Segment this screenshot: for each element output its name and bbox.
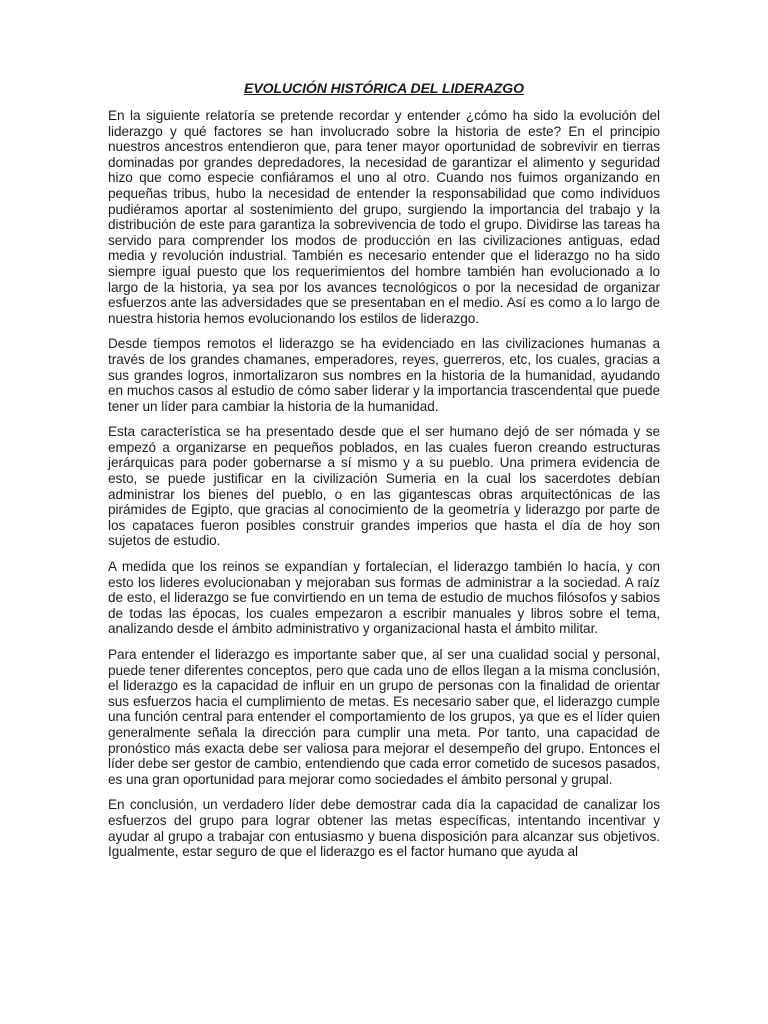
paragraph-hierarchies: Esta característica se ha presentado desde que el ser humano dejó de ser nómada y se empezó a organizarse en pequeños poblados, en las cuales fueron creando estructuras jerárquicas para poder gobernarse a sí mismo y a su pueblo. Una primera evidencia de esto, se puede justificar en la civilización Sumeria en la cual los sacerdotes debían administrar los bienes del pueblo, o en las gigantescas obras arquitectónicas de las pirámides de Egipto, que gracias al conocimiento de la geometría y liderazgo por parte de los capataces fueron posibles construir grandes imperios que hasta el día de hoy son sujetos de estudio. bbox=[108, 424, 660, 549]
paragraph-intro: En la siguiente relatoría se pretende recordar y entender ¿cómo ha sido la evolución del liderazgo y qué factores se han involucrado sobre la historia de este? En el principio nuestros ancestros entendieron que, para tener mayor oportunidad de sobrevivir en tierras dominadas por grandes depredadores, la necesidad de garantizar el alimento y seguridad hizo que como especie confiáramos el uno al otro. Cuando nos fuimos organizando en pequeñas tribus, hubo la necesidad de entender la responsabilidad que como individuos pudiéramos aportar al sostenimiento del grupo, surgiendo la importancia del trabajo y la distribución de este para garantiza la sobrevivencia de todo el grupo. Dividirse las tareas ha servido para comprender los modos de producción en las civilizaciones antiguas, edad media y revolución industrial. También es necesario entender que el liderazgo no ha sido siempre igual puesto que los requerimientos del hombre también han evolucionado a lo largo de la historia, ya sea por los avances tecnológicos o por la necesidad de organizar esfuerzos ante las adversidades que se presentaban en el medio. Así es como a lo largo de nuestra historia hemos evolucionando los estilos de liderazgo. bbox=[108, 108, 660, 326]
paragraph-kingdoms: A medida que los reinos se expandían y fortalecían, el liderazgo también lo hacía, y con esto los lideres evolucionaban y mejoraban sus formas de administrar a la sociedad. A raíz de esto, el liderazgo se fue convirtiendo en un tema de estudio de muchos filósofos y sabios de todas las épocas, los cuales empezaron a escribir manuales y libros sobre el tema, analizando desde el ámbito administrativo y organizacional hasta el ámbito militar. bbox=[108, 559, 660, 637]
paragraph-ancient-leaders: Desde tiempos remotos el liderazgo se ha evidenciado en las civilizaciones humanas a través de los grandes chamanes, emperadores, reyes, guerreros, etc, los cuales, gracias a sus grandes logros, inmortalizaron sus nombres en la historia de la humanidad, ayudando en muchos casos al estudio de cómo saber liderar y la importancia trascendental que puede tener un líder para cambiar la historia de la humanidad. bbox=[108, 336, 660, 414]
paragraph-definition: Para entender el liderazgo es importante saber que, al ser una cualidad social y personal, puede tener diferentes conceptos, pero que cada uno de ellos llegan a la misma conclusión, el liderazgo es la capacidad de influir en un grupo de personas con la finalidad de orientar sus esfuerzos hacia el cumplimiento de metas. Es necesario saber que, el liderazgo cumple una función central para entender el comportamiento de los grupos, ya que es el líder quien generalmente señala la dirección para cumplir una meta. Por tanto, una capacidad de pronóstico más exacta debe ser valiosa para mejorar el desempeño del grupo. Entonces el líder debe ser gestor de cambio, entendiendo que cada error cometido de sucesos pasados, es una gran oportunidad para mejorar como sociedades el ámbito personal y grupal. bbox=[108, 647, 660, 787]
document-body bbox=[108, 80, 660, 870]
document-title: EVOLUCIÓN HISTÓRICA DEL LIDERAZGO bbox=[244, 80, 524, 96]
paragraph-conclusion: En conclusión, un verdadero líder debe demostrar cada día la capacidad de canalizar los esfuerzos del grupo para lograr obtener las metas específicas, intentando incentivar y ayudar al grupo a trabajar con entusiasmo y buena disposición para alcanzar sus objetivos. Igualmente, estar seguro de que el liderazgo es el factor humano que ayuda al bbox=[108, 797, 660, 860]
